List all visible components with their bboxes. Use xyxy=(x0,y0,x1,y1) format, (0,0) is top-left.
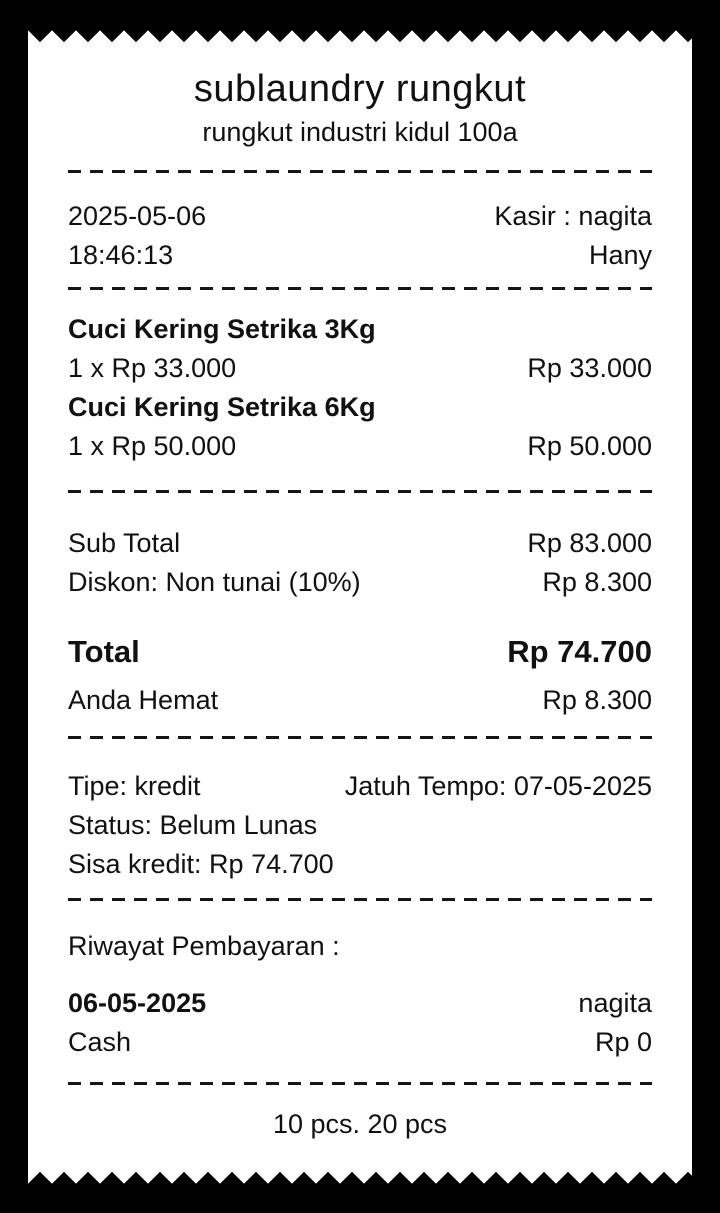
subtotal-label: Sub Total xyxy=(68,528,181,558)
payment-history-title: Riwayat Pembayaran : xyxy=(68,931,340,961)
receipt-time: 18:46:13 xyxy=(68,240,174,270)
store-address: rungkut industri kidul 100a xyxy=(202,117,518,147)
item-qty-price: 1 x Rp 33.000 xyxy=(68,353,237,383)
meta-section xyxy=(68,197,652,275)
credit-due-date: Jatuh Tempo: 07-05-2025 xyxy=(344,771,652,801)
dashed-divider xyxy=(68,898,652,901)
credit-type: Tipe: kredit xyxy=(68,771,201,801)
receipt-paper xyxy=(28,42,692,1172)
dashed-divider xyxy=(68,736,652,739)
discount-label: Diskon: Non tunai (10%) xyxy=(68,567,361,597)
item-name: Cuci Kering Setrika 6Kg xyxy=(68,392,376,422)
torn-edge-bottom xyxy=(28,1172,692,1184)
subtotal-value: Rp 83.000 xyxy=(527,528,652,558)
dashed-divider xyxy=(68,490,652,493)
credit-section xyxy=(68,767,652,884)
item-amount: Rp 50.000 xyxy=(527,431,652,461)
item-row xyxy=(68,388,652,466)
cashier-name: Kasir : nagita xyxy=(494,201,652,231)
pieces-summary: 10 pcs. 20 pcs xyxy=(272,1109,448,1139)
customer-name: Hany xyxy=(588,240,652,270)
credit-remaining: Sisa kredit: Rp 74.700 xyxy=(68,849,334,879)
savings-label: Anda Hemat xyxy=(68,685,219,715)
store-name: sublaundry rungkut xyxy=(193,68,527,110)
totals-section xyxy=(68,524,652,720)
dashed-divider xyxy=(68,170,652,173)
dashed-divider xyxy=(68,287,652,290)
receipt xyxy=(28,30,692,1184)
items-section xyxy=(68,310,652,466)
dashed-divider xyxy=(68,1082,652,1085)
item-row xyxy=(68,310,652,388)
total-label: Total xyxy=(68,634,140,669)
payment-method: Cash xyxy=(68,1027,132,1057)
payment-cashier: nagita xyxy=(578,988,652,1018)
total-value: Rp 74.700 xyxy=(507,634,652,669)
torn-edge-top xyxy=(28,30,692,42)
item-qty-price: 1 x Rp 50.000 xyxy=(68,431,237,461)
item-amount: Rp 33.000 xyxy=(527,353,652,383)
item-name: Cuci Kering Setrika 3Kg xyxy=(68,314,376,344)
payment-entry xyxy=(68,984,652,1062)
credit-status: Status: Belum Lunas xyxy=(68,810,318,840)
payment-history-section xyxy=(68,927,652,1062)
payment-amount: Rp 0 xyxy=(594,1027,652,1057)
discount-value: Rp 8.300 xyxy=(542,567,652,597)
payment-date: 06-05-2025 xyxy=(68,988,207,1018)
savings-value: Rp 8.300 xyxy=(542,685,652,715)
receipt-date: 2025-05-06 xyxy=(68,201,207,231)
